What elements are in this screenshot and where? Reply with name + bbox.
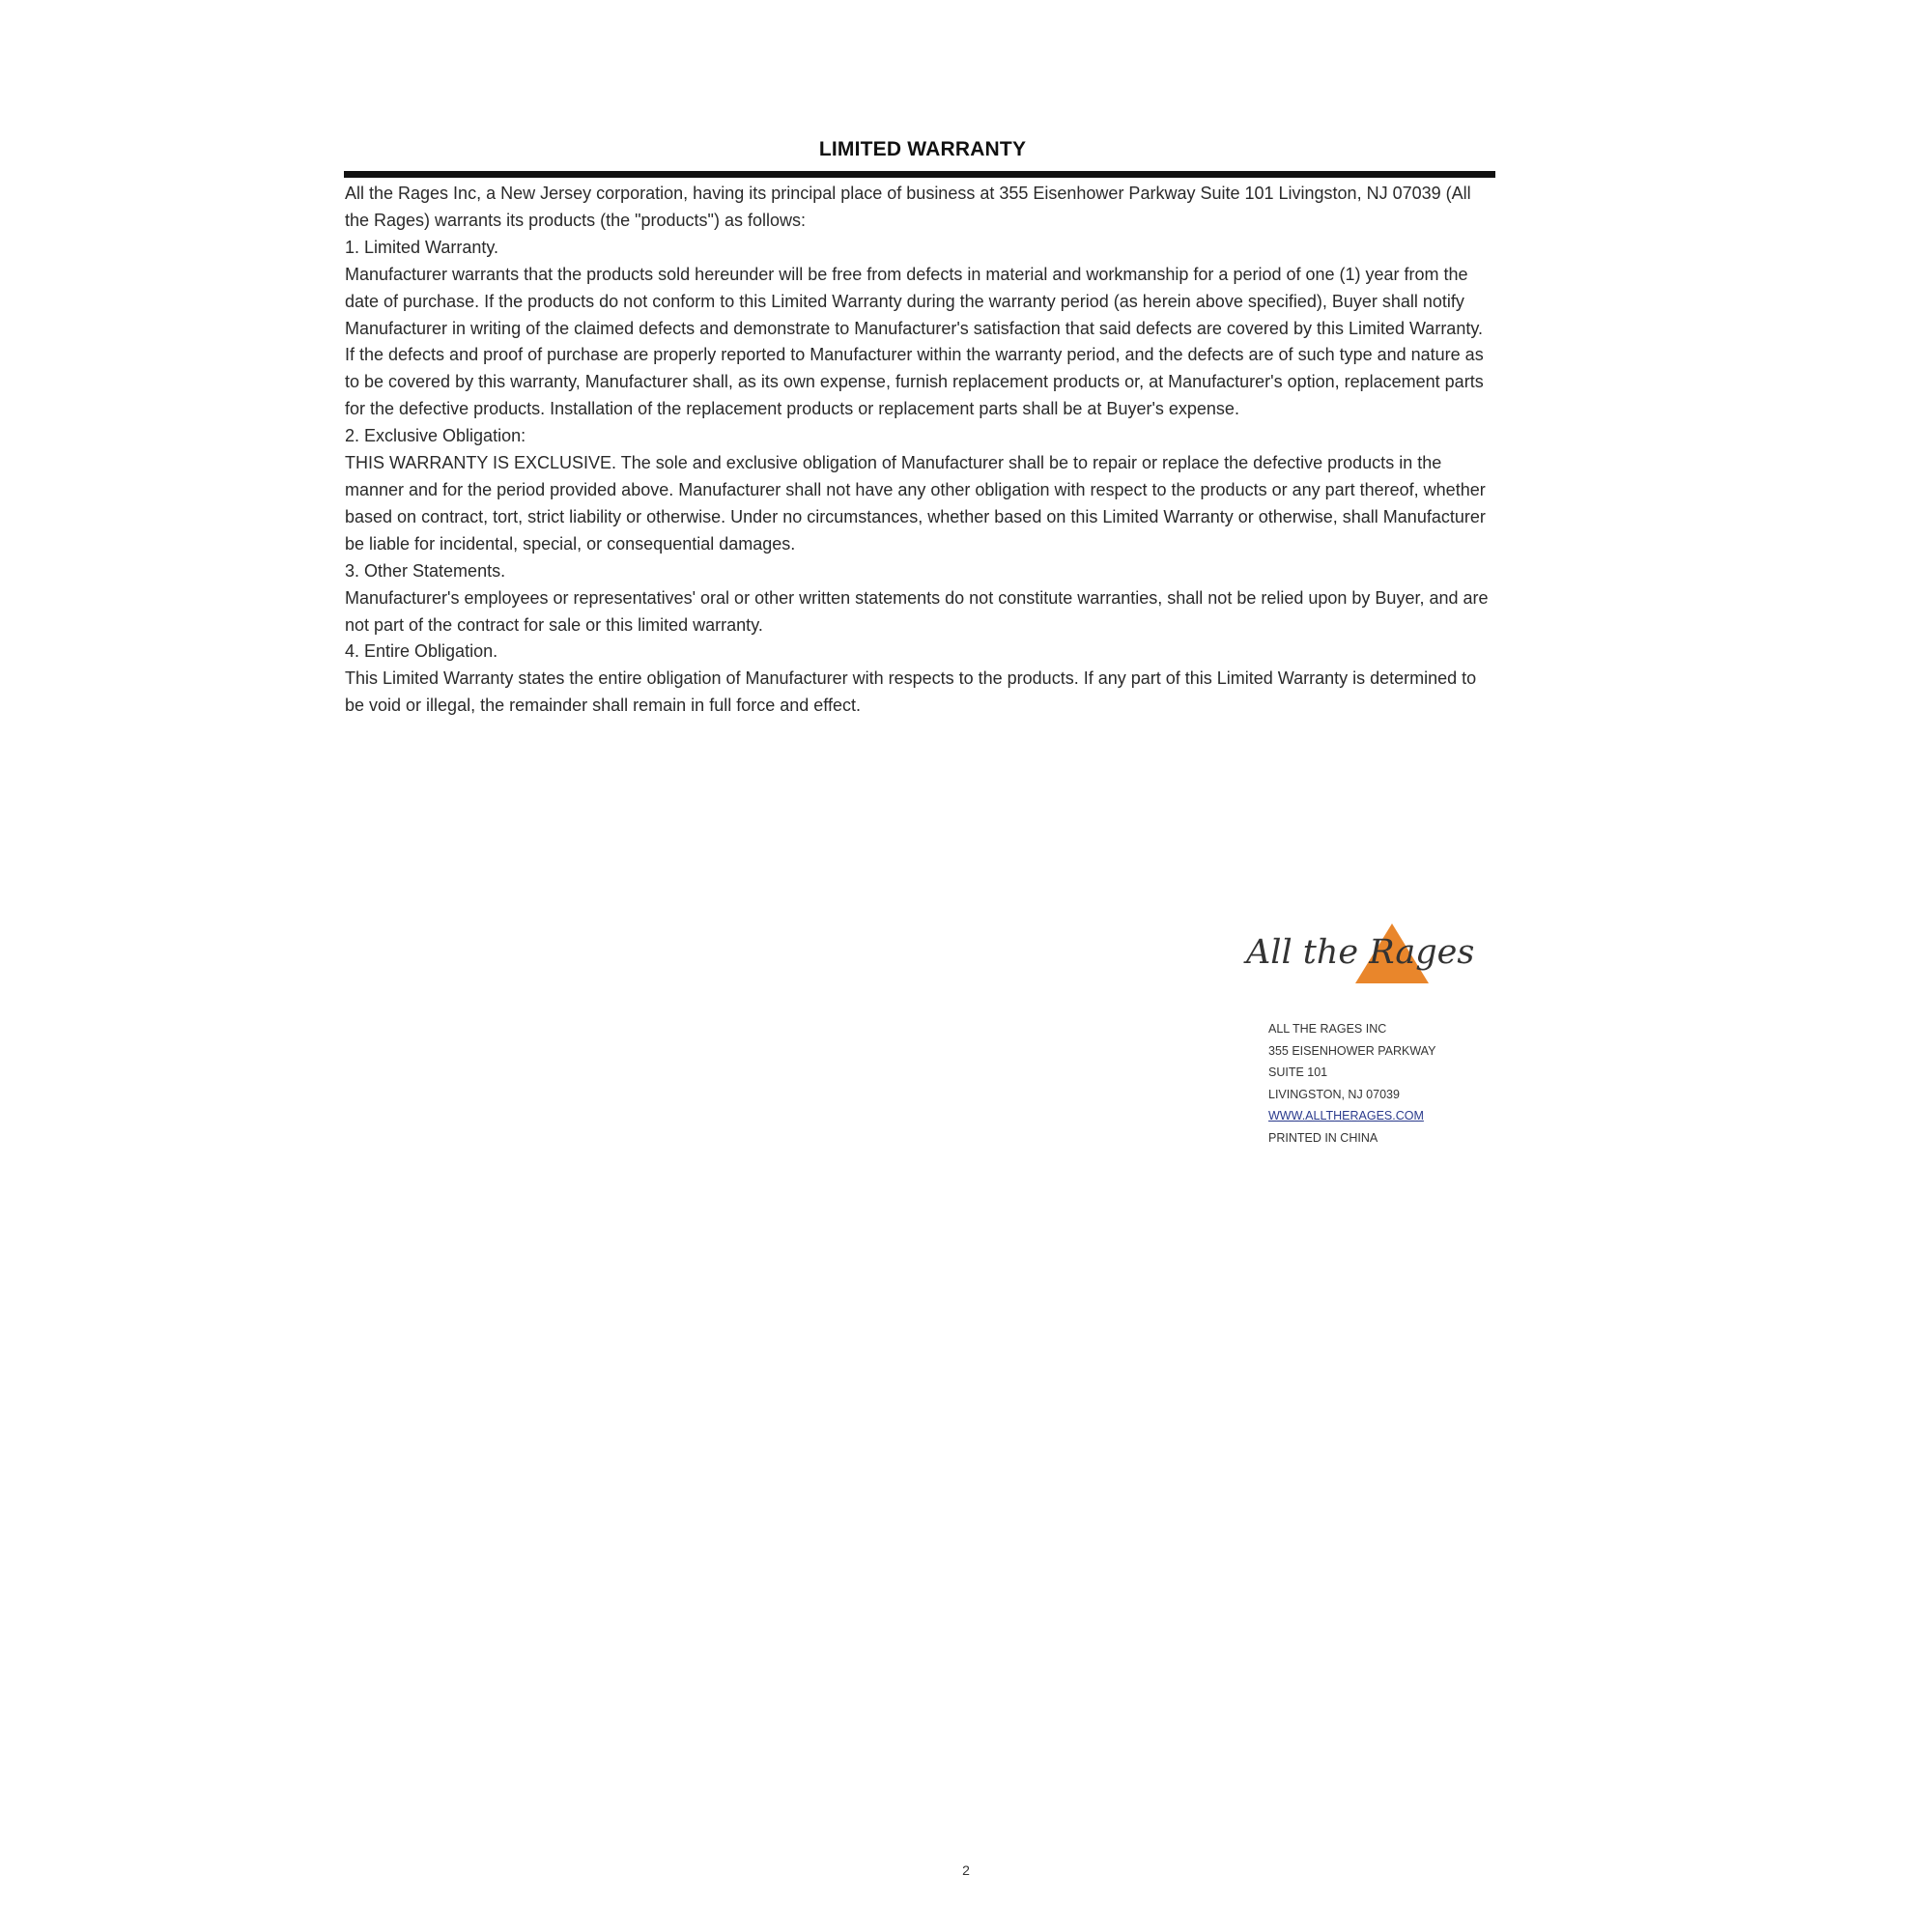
address-suite: SUITE 101 [1268, 1065, 1328, 1079]
company-logo [1246, 918, 1478, 995]
printed-in-note: PRINTED IN CHINA [1268, 1130, 1378, 1145]
address-city: LIVINGSTON, NJ 07039 [1268, 1087, 1400, 1101]
exclusive-obligation-paragraph: THIS WARRANTY IS EXCLUSIVE. The sole and exclusive obligation of Manufacturer shall be to repair or replace the defective products in the manner and for the period provided above. Manufacturer shall not have any other obligation with respect to the products or any part thereof, whether based on contract, tort, strict liability or otherwise. Under no circumstances, whether based on this Limited Warranty or otherwise, shall Manufacturer be liable for incidental, special, or consequential damages. [345, 453, 1486, 554]
warranty-body [345, 181, 1496, 720]
section-heading-exclusive-obligation: 2. Exclusive Obligation: [345, 426, 526, 446]
intro-paragraph: All the Rages Inc, a New Jersey corporation, having its principal place of business at 355 Eisenhower Parkway Suite 101 Livingston, NJ 07039 (All the Rages) warrants its products (the "products") as follows: [345, 184, 1471, 230]
page-number: 2 [962, 1862, 970, 1878]
limited-warranty-paragraph: Manufacturer warrants that the products sold hereunder will be free from defects in material and workmanship for a period of one (1) year from the date of purchase. If the products do not conform to this Limited Warranty during the warranty period (as herein above specified), Buyer shall notify Manufacturer in writing of the claimed defects and demonstrate to Manufacturer's satisfaction that said defects are covered by this Limited Warranty. If the defects and proof of purchase are properly reported to Manufacturer within the warranty period, and the defects are of such type and nature as to be covered by this warranty, Manufacturer shall, as its own expense, furnish replacement products or, at Manufacturer's option, replacement parts for the defective products. Installation of the replacement products or replacement parts shall be at Buyer's expense. [345, 264, 1484, 419]
address-street: 355 EISENHOWER PARKWAY [1268, 1043, 1436, 1058]
title-divider [344, 171, 1495, 178]
section-heading-entire-obligation: 4. Entire Obligation. [345, 641, 498, 662]
company-address-block [1268, 1018, 1435, 1149]
logo-text: All the Rages [1246, 933, 1475, 972]
other-statements-paragraph: Manufacturer's employees or representatives' oral or other written statements do not constitute warranties, shall not be relied upon by Buyer, and are not part of the contract for sale or this limited warranty. [345, 587, 1489, 635]
address-company-name: ALL THE RAGES INC [1268, 1022, 1387, 1036]
entire-obligation-paragraph: This Limited Warranty states the entire obligation of Manufacturer with respects to the products. If any part of this Limited Warranty is determined to be void or illegal, the remainder shall remain in full force and effect. [345, 668, 1477, 716]
website-link[interactable]: WWW.ALLTHERAGES.COM [1268, 1109, 1424, 1122]
section-heading-limited-warranty: 1. Limited Warranty. [345, 237, 499, 257]
document-title: LIMITED WARRANTY [818, 138, 1027, 160]
section-heading-other-statements: 3. Other Statements. [345, 560, 506, 581]
